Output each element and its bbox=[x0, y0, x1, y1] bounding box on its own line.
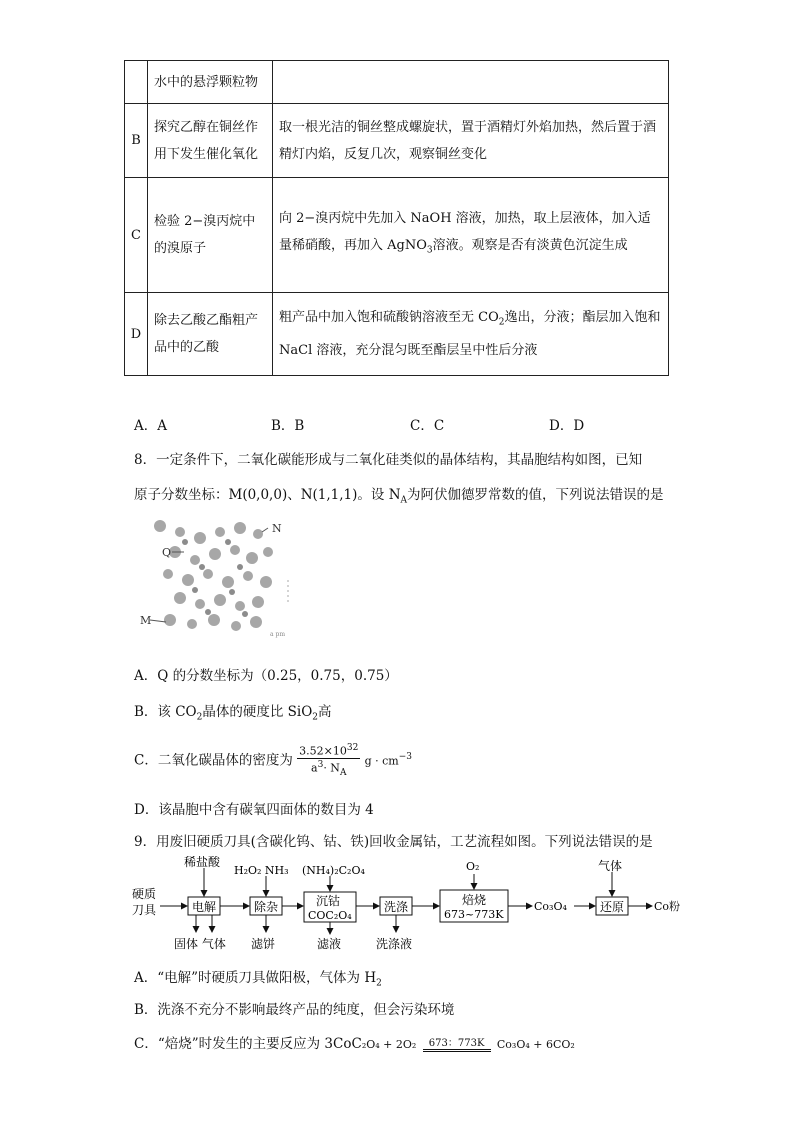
crystal-structure-figure bbox=[140, 512, 310, 642]
svg-text:固体 气体: 固体 气体 bbox=[174, 937, 226, 951]
row-purpose: 除去乙酸乙酯粗产品中的乙酸 bbox=[148, 293, 273, 376]
input-label-1: 硬质 bbox=[132, 887, 157, 901]
q8-stem-line2: 原子分数坐标：M(0,0,0)、N(1,1,1)。设 $N_A$为阿伏伽德罗常数的值，下列说法错误的是 bbox=[134, 487, 664, 506]
table-row bbox=[125, 178, 669, 293]
row-label bbox=[125, 61, 148, 104]
table-row bbox=[125, 293, 669, 376]
q7-option-c: C．C bbox=[410, 418, 445, 434]
q8-option-c: C．二氧化碳晶体的密度为 $\frac{3.52\times 10^{32}}{a^3\cdot N_A}$ $g \cdot cm^{-3}$ bbox=[134, 743, 413, 778]
density-fraction: $\frac{3.52\times 10^{32}}{a^3\cdot N_A}$ bbox=[299, 743, 359, 778]
svg-text:洗涤液: 洗涤液 bbox=[376, 937, 413, 951]
svg-text:滤饼: 滤饼 bbox=[251, 937, 276, 951]
q7-option-d: D．D bbox=[549, 418, 585, 434]
intermediate-co3o4: Co₃O₄ bbox=[534, 900, 567, 913]
svg-text:H₂O₂ NH₃: H₂O₂ NH₃ bbox=[234, 864, 289, 877]
row-label: C bbox=[125, 178, 148, 293]
point-m-label: M bbox=[140, 614, 152, 627]
lattice-parameter-label: a pm bbox=[270, 631, 286, 638]
svg-text:气体: 气体 bbox=[598, 859, 623, 873]
output-co-powder: Co粉 bbox=[654, 900, 681, 913]
reaction-condition: 673：773K bbox=[421, 1038, 493, 1052]
q7-option-a: A．A bbox=[134, 418, 167, 434]
row-operation: 粗产品中加入饱和硫酸钠溶液至无 $CO_2$逸出，分液；酯层加入饱和 NaCl 溶液，充分混匀既至酯层呈中性后分液 bbox=[273, 293, 669, 376]
point-q-label: Q bbox=[162, 546, 172, 559]
q8-option-d: D．该晶胞中含有碳氧四面体的数目为 4 bbox=[134, 802, 374, 818]
row-operation bbox=[273, 61, 669, 104]
svg-text:还原: 还原 bbox=[600, 900, 625, 914]
svg-text:电解: 电解 bbox=[192, 900, 217, 914]
table-row bbox=[125, 61, 669, 104]
row-purpose: 水中的悬浮颗粒物 bbox=[148, 61, 273, 104]
table-row bbox=[125, 104, 669, 178]
row-operation: 取一根光洁的铜丝整成螺旋状，置于酒精灯外焰加热，然后置于酒精灯内焰，反复几次，观察铜丝变化 bbox=[273, 104, 669, 178]
svg-text:COC₂O₄: COC₂O₄ bbox=[308, 909, 352, 922]
process-flow-diagram bbox=[130, 856, 690, 956]
svg-text:除杂: 除杂 bbox=[254, 900, 279, 914]
svg-text:(NH₄)₂C₂O₄: (NH₄)₂C₂O₄ bbox=[302, 864, 365, 877]
svg-text:沉钴: 沉钴 bbox=[316, 894, 341, 908]
q9-option-b: B．洗涤不充分不影响最终产品的纯度，但会污染环境 bbox=[134, 1002, 455, 1018]
svg-text:O₂: O₂ bbox=[466, 860, 480, 873]
svg-text:滤液: 滤液 bbox=[317, 937, 342, 951]
row-purpose: 检验 2−溴丙烷中的溴原子 bbox=[148, 178, 273, 293]
q8-option-a: A．Q 的分数坐标为（0.25，0.75，0.75） bbox=[134, 668, 398, 684]
q9-stem: 9．用废旧硬质刀具(含碳化钨、钴、铁)回收金属钴，工艺流程如图。下列说法错误的是 bbox=[134, 834, 653, 850]
row-label: D bbox=[125, 293, 148, 376]
q9-option-c: C．“焙烧”时发生的主要反应为 3CoC₂O₄ + 2O₂ 673：773K Co₃O₄ + 6CO₂ bbox=[134, 1036, 575, 1052]
q8-option-b: B．该 $CO_2$晶体的硬度比 SiO$_2$高 bbox=[134, 704, 332, 723]
input-label-2: 刀具 bbox=[132, 903, 157, 917]
row-purpose: 探究乙醇在铜丝作用下发生催化氧化 bbox=[148, 104, 273, 178]
q9-option-a: A．“电解”时硬质刀具做阳极，气体为 $H_2$ bbox=[134, 970, 382, 989]
svg-text:洗涤: 洗涤 bbox=[384, 900, 409, 914]
experiment-table bbox=[124, 60, 669, 376]
svg-text:673~773K: 673~773K bbox=[444, 908, 504, 921]
svg-text:稀盐酸: 稀盐酸 bbox=[184, 856, 221, 869]
point-n-label: N bbox=[272, 522, 282, 535]
svg-text:焙烧: 焙烧 bbox=[462, 893, 487, 907]
q7-option-b: B．B bbox=[271, 418, 305, 434]
row-operation: 向 2−溴丙烷中先加入 NaOH 溶液，加热，取上层液体，加入适量稀硝酸，再加入 AgNO$_3$溶液。观察是否有淡黄色沉淀生成 bbox=[273, 178, 669, 293]
q7-options bbox=[134, 414, 654, 432]
q8-stem-line1: 8．一定条件下，二氧化碳能形成与二氧化硅类似的晶体结构，其晶胞结构如图，已知 bbox=[134, 452, 643, 468]
row-label: B bbox=[125, 104, 148, 178]
